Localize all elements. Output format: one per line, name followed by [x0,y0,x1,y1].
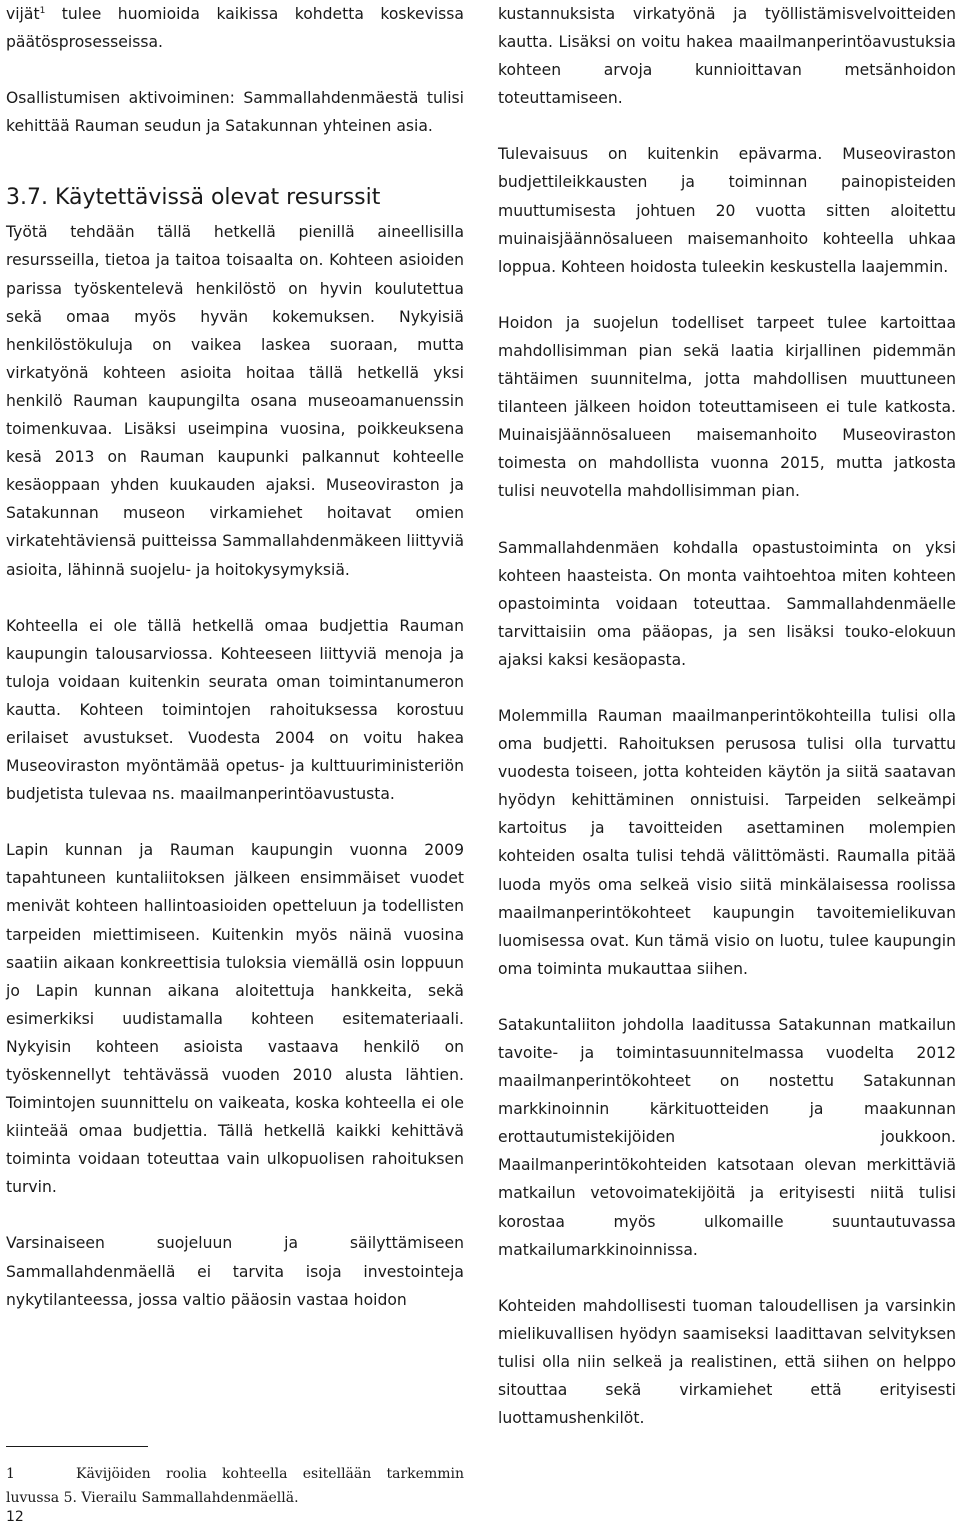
paragraph: Osallistumisen aktivoiminen: Sammallahdenmäestä tulisi kehittää Rauman seudun ja Satakunnan yhteinen asia. [6,89,464,136]
footnote-number: 1 [6,1466,15,1482]
paragraph: Lapin kunnan ja Rauman kaupungin vuonna 2009 tapahtuneen kuntaliitoksen jälkeen ensimmäiset vuodet menivät kohteen hallintoasioiden opetteluun ja todellisten tarpeiden miettimiseen. Kuitenkin myös näinä vuosina saatiin aikaan konkreettisia tuloksia viemällä osin loppuun jo Lapin kunnan aikana aloitettuja hankkeita, sekä esimerkiksi uudistamalla kohteen esitemateriaali. Nykyisin kohteen asioista vastaava henkilö on työskennellyt tehtävässä vuoden 2010 alusta lähtien. Toimintojen suunnittelu on vaikeata, koska kohteella ei ole kiinteää omaa budjettia. Tällä hetkellä kaikki kehittävä toiminta voidaan toteuttaa vain ulkopuolisen rahoituksen turvin. [6,841,464,1197]
footnote-text: Kävijöiden roolia kohteella esitellään tarkemmin luvussa 5. Vierailu Sammallahdenmäellä. [6,1466,464,1506]
paragraph: Hoidon ja suojelun todelliset tarpeet tulee kartoittaa mahdollisimman pian sekä laatia kirjallinen pidemmän tähtäimen suunnitelma, jotta mahdollisen muuttuneen tilanteen jälkeen hoidon toteuttamiseen ei tule katkosta. Muinaisjäännösalueen maisemanhoito Museoviraston toimesta on mahdollista vuonna 2015, mutta jatkosta tulisi neuvotella mahdollisimman pian. [498,313,956,501]
paragraph: Sammallahdenmäen kohdalla opastustoiminta on yksi kohteen haasteista. On monta vaihtoehtoa miten kohteen opastoiminta voidaan toteuttaa. Sammallahdenmäelle tarvittaisiin oma pääopas, ja sen lisäksi touko-elokuun ajaksi kaksi kesäopasta. [498,538,956,669]
paragraph: Kohteiden mahdollisesti tuoman taloudellisen ja varsinkin mielikuvallisen hyödyn saamiseksi laadittavan selvityksen tulisi olla niin selkeä ja realistinen, että siihen on helppo sitouttaa sekä virkamiehet että erityisesti luottamushenkilöt. [498,1296,956,1428]
paragraph: Työtä tehdään tällä hetkellä pienillä aineellisilla resursseilla, tietoa ja taitoa toisaalta on. Kohteen asioiden parissa työskentelevä henkilöstö on hyvin koulutettua sekä omaa myös hyvän kokemuksen. Nykyisiä henkilöstökuluja on vaikea laskea suoraan, mutta virkatyönä kohteen asioita hoitaa tällä hetkellä yksi henkilö Rauman kaupungilta osana museoamanuenssin toimenkuvaa. Lisäksi useimpina vuosina, poikkeuksena kesä 2013 on Rauman kaupunki palkannut kohteelle kesäoppaan yhden kuukauden ajaksi. Museoviraston ja Satakunnan museon virkamiehet hoitavat omien virkatehtäviensä puitteissa Sammallahdenmäkeen liittyviä asioita, lähinnä suojelu- ja hoitokysymyksiä. [6,223,464,579]
footnote-marker: 1 [39,5,46,16]
footnote-divider [6,1446,148,1447]
paragraph: kustannuksista virkatyönä ja työllistämisvelvoitteiden kautta. Lisäksi on voitu hakea maailmanperintöavustuksia kohteen arvoja kunnioittavan metsänhoidon toteuttamiseen. [498,5,956,108]
right-column [498,0,956,1432]
footnote [6,1462,464,1510]
paragraph: Varsinaiseen suojeluun ja säilyttämiseen Sammallahdenmäellä ei tarvita isoja investointeja nykytilanteessa, jossa valtio pääosin vastaa hoidon [6,1234,464,1309]
paragraph: Tulevaisuus on kuitenkin epävarma. Museoviraston budjettileikkausten ja toiminnan painopisteiden muuttumisesta johtuen 20 vuotta sitten aloitettu muinaisjäännösalueen maisemanhoito kohteella uhkaa loppua. Kohteen hoidosta tuleekin keskustella laajemmin. [498,145,956,276]
section-heading: 3.7. Käytettävissä olevat resurssit [6,185,381,211]
left-column [6,0,464,1314]
paragraph: Molemmilla Rauman maailmanperintökohteilla tulisi olla oma budjetti. Rahoituksen perusosa tulisi olla turvattu vuodesta toiseen, jotta kohteiden käytön ja siitä saatavan hyödyn kehittäminen onnistuisi. Tarpeiden selkeämpi kartoitus ja tavoitteiden asettaminen molempien kohteiden osalta tulisi tehdä välittömästi. Raumalla pitää luoda myös oma selkeä visio siitä minkälaisessa roolissa maailmanperintökohteet kaupungin tavoitemielikuvan luomisessa ovat. Kun tämä visio on luotu, tulee kaupungin oma toiminta mukauttaa siihen. [498,706,956,978]
paragraph: Kohteella ei ole tällä hetkellä omaa budjettia Rauman kaupungin talousarviossa. Kohteeseen liittyviä menoja ja tuloja voidaan kuitenkin seurata oman toimintanumeron kautta. Kohteen toimintojen rahoituksessa korostuu erilaiset avustukset. Vuodesta 2004 on voitu hakea Museoviraston myöntämää opetus- ja kulttuuriministeriön budjetista tulevaa ns. maailmanperintöavustusta. [6,616,464,804]
paragraph: vijät$^1$ tulee huomioida kaikissa kohdetta koskevissa päätösprosesseissa. [6,5,464,52]
page-number: 12 [6,1509,24,1525]
paragraph: Satakuntaliiton johdolla laaditussa Satakunnan matkailun tavoite- ja toimintasuunnitelmassa vuodelta 2012 maailmanperintökohteet on nostettu Satakunnan markkinoinnin kärkituotteiden ja maakunnan erottautumistekijöiden joukkoon. Maailmanperintökohteiden katsotaan olevan merkittäviä matkailun vetovoimatekijöitä ja erityisesti niitä tulisi korostaa myös ulkomaille suuntautuvassa matkailumarkkinoinnissa. [498,1015,956,1259]
